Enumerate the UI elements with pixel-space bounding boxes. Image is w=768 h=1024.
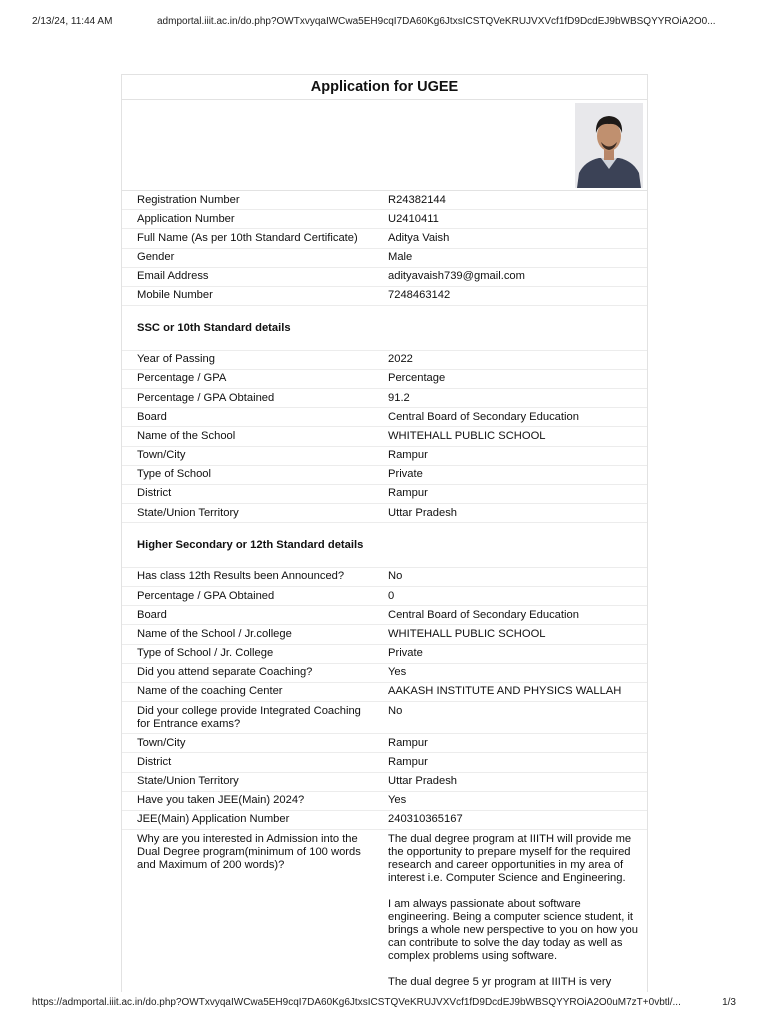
field-label: Type of School [137, 468, 212, 481]
field-label: Did you attend separate Coaching? [137, 666, 313, 679]
field-label: Name of the School [137, 429, 236, 442]
field-row [122, 466, 647, 485]
field-row [122, 485, 647, 504]
applicant-photo [575, 103, 643, 188]
field-value: Yes [388, 794, 407, 807]
field-value: 240310365167 [388, 813, 463, 826]
essay-paragraph: I am always passionate about software engineering. Being a computer science student, it brings a whole new perspective to you on how you can contribute to solve the day today as well as complex problems using software. [388, 898, 639, 963]
field-row [122, 370, 647, 389]
field-value: Central Board of Secondary Education [388, 608, 579, 621]
field-row [122, 683, 647, 702]
field-row [122, 427, 647, 446]
field-row [122, 287, 647, 306]
field-label: State/Union Territory [137, 775, 239, 787]
field-label: Town/City [137, 736, 186, 749]
field-row [122, 664, 647, 683]
field-label: District [137, 487, 172, 500]
print-footer [32, 997, 736, 1013]
essay-row [122, 830, 647, 992]
field-label: Has class 12th Results been Announced? [137, 570, 345, 583]
field-value: Aditya Vaish [388, 231, 450, 244]
field-value: AAKASH INSTITUTE AND PHYSICS WALLAH [388, 685, 622, 698]
photo-row [122, 100, 647, 191]
field-value: R24382144 [388, 193, 446, 206]
page-number: 1/3 [722, 997, 736, 1008]
field-label: Board [137, 608, 167, 621]
field-label: Name of the coaching Center [137, 685, 283, 698]
essay-paragraph: The dual degree 5 yr program at IIITH is very [388, 976, 612, 989]
print-header [32, 16, 736, 32]
field-row [122, 792, 647, 811]
field-row [122, 504, 647, 523]
field-value: Private [388, 468, 423, 481]
field-value: WHITEHALL PUBLIC SCHOOL [388, 627, 546, 640]
field-label: Mobile Number [137, 289, 213, 302]
print-footer-url: https://admportal.iiit.ac.in/do.php?OWTxvyqaIWCwa5EH9cqI7DA60Kg6JtxsICSTQVeKRUJVXVcf1fD9DcdEJ9bWBSQYYROiA2O0uM7zT+0vbtl/... [32, 997, 681, 1008]
field-row [122, 447, 647, 466]
essay-answer [373, 830, 647, 992]
field-label: Percentage / GPA Obtained [137, 589, 275, 602]
field-row [122, 753, 647, 772]
field-value: Percentage [388, 372, 446, 385]
field-row [122, 408, 647, 427]
field-value: Rampur [388, 755, 428, 768]
field-row [122, 645, 647, 664]
field-row [122, 587, 647, 606]
field-label: Did your college provide Integrated Coaching for Entrance exams? [137, 705, 361, 731]
field-label: Registration Number [137, 193, 240, 206]
field-value: 2022 [388, 353, 413, 366]
field-row [122, 606, 647, 625]
field-label: Gender [137, 251, 175, 264]
essay-question: Why are you interested in Admission into the Dual Degree program(minimum of 100 words and Maximum of 200 words)? [137, 833, 361, 872]
form-title: Application for UGEE [122, 75, 647, 100]
field-label: Name of the School / Jr.college [137, 627, 292, 640]
field-row [122, 625, 647, 644]
field-value: Yes [388, 666, 407, 679]
field-label: Have you taken JEE(Main) 2024? [137, 794, 305, 807]
field-value: Rampur [388, 487, 428, 500]
essay-paragraph: The dual degree program at IIITH will provide me the opportunity to prepare myself for the required research and career opportunities in my area of interest i.e. Computer Science and Engineering. [388, 833, 632, 885]
field-value: No [388, 570, 403, 583]
field-value: Private [388, 647, 423, 660]
field-value: No [388, 705, 403, 718]
field-label: Town/City [137, 449, 186, 462]
field-value: WHITEHALL PUBLIC SCHOOL [388, 429, 546, 442]
field-row [122, 229, 647, 248]
field-value: Central Board of Secondary Education [388, 410, 579, 423]
field-row [122, 773, 647, 792]
field-row [122, 811, 647, 830]
field-value: Male [388, 251, 413, 264]
field-value: 91.2 [388, 391, 410, 404]
application-form [121, 74, 648, 992]
field-label: Percentage / GPA [137, 372, 227, 385]
field-row [122, 734, 647, 753]
field-label: Type of School / Jr. College [137, 647, 274, 660]
field-value: Uttar Pradesh [388, 775, 458, 787]
field-value: Rampur [388, 449, 428, 462]
field-label: Email Address [137, 270, 209, 283]
field-value: adityavaish739@gmail.com [388, 270, 525, 283]
field-row [122, 210, 647, 229]
field-row [122, 568, 647, 587]
field-value: 0 [388, 589, 395, 602]
field-value: U2410411 [388, 212, 439, 225]
field-label: Board [137, 410, 167, 423]
field-value: Uttar Pradesh [388, 506, 458, 519]
field-row [122, 389, 647, 408]
field-row [122, 702, 647, 734]
field-label: District [137, 755, 172, 768]
print-datetime: 2/13/24, 11:44 AM [32, 16, 113, 27]
field-value: Rampur [388, 736, 428, 749]
section-heading-ssc: SSC or 10th Standard details [122, 306, 647, 351]
field-row [122, 268, 647, 287]
field-label: State/Union Territory [137, 506, 239, 519]
field-row [122, 351, 647, 370]
field-label: Application Number [137, 212, 235, 225]
section-heading-hsc: Higher Secondary or 12th Standard details [122, 523, 647, 568]
field-label: Full Name (As per 10th Standard Certificate) [137, 231, 358, 244]
field-label: Year of Passing [137, 353, 215, 366]
print-header-url: admportal.iiit.ac.in/do.php?OWTxvyqaIWCwa5EH9cqI7DA60Kg6JtxsICSTQVeKRUJVXVcf1fD9DcdEJ9bWBSQYYROiA2O0... [157, 16, 716, 27]
field-label: Percentage / GPA Obtained [137, 391, 275, 404]
field-row [122, 249, 647, 268]
field-row [122, 191, 647, 210]
field-label: JEE(Main) Application Number [137, 813, 290, 826]
field-value: 7248463142 [388, 289, 451, 302]
